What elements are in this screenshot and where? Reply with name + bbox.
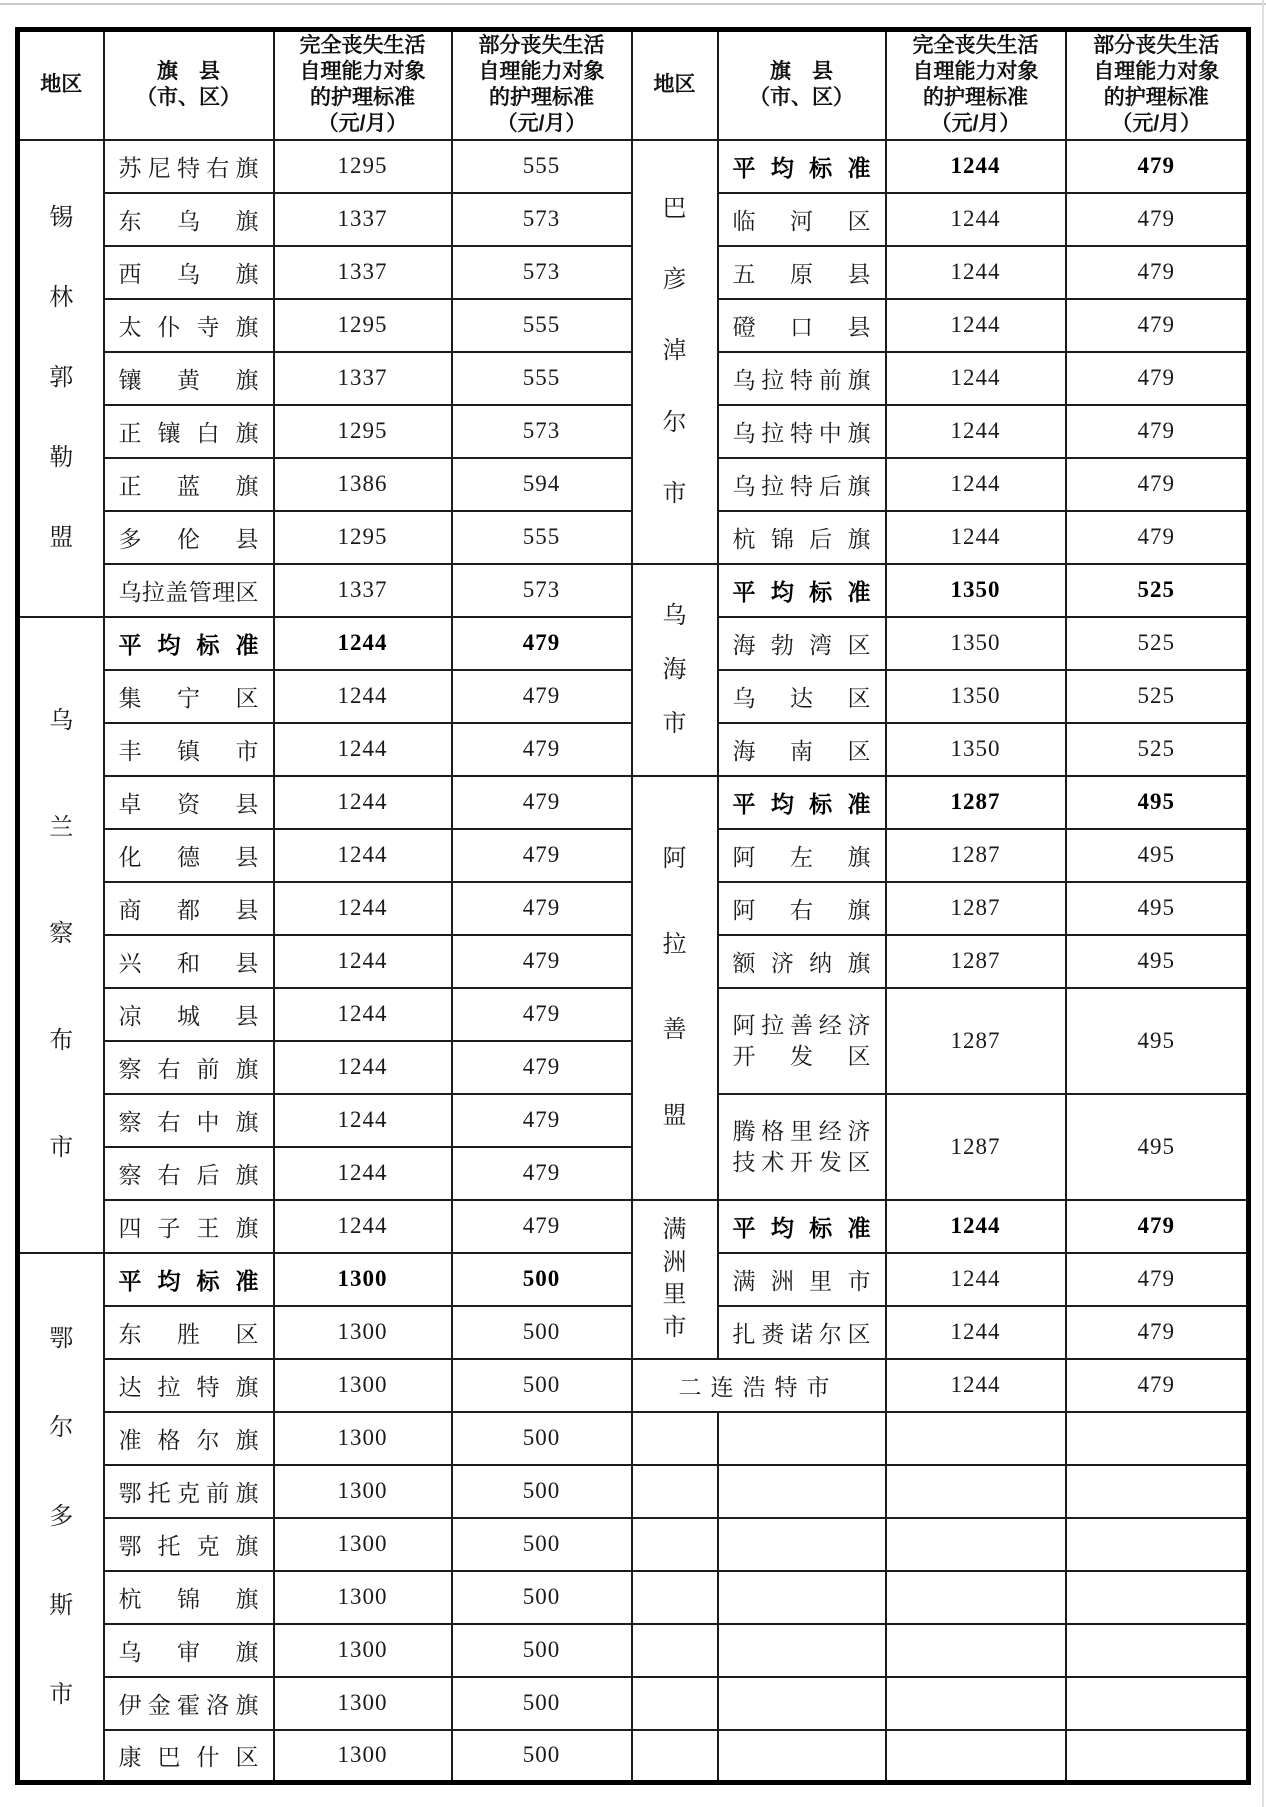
partial-care-cell: 479 (1066, 1359, 1249, 1412)
table-row (18, 1730, 1249, 1783)
empty-full-care-cell (886, 1571, 1066, 1624)
full-care-cell: 1244 (274, 935, 452, 988)
region-vertical-label: 巴 彦 淖 尔 市 (662, 195, 687, 508)
county-cell: 平均标准 (718, 140, 886, 193)
table-row (18, 1677, 1249, 1730)
full-care-cell: 1244 (886, 352, 1066, 405)
county-cell: 鄂托克旗 (104, 1518, 274, 1571)
region-vertical-label: 鄂 尔 多 斯 市 (49, 1325, 74, 1708)
county-cell: 磴口县 (718, 299, 886, 352)
county-name-line: 开发区 (732, 1043, 871, 1069)
partial-care-cell: 479 (1066, 352, 1249, 405)
region-header-left: 地区 (18, 30, 104, 140)
county-cell: 满洲里市 (718, 1253, 886, 1306)
header-row (18, 30, 1249, 140)
full-care-cell: 1244 (274, 1041, 452, 1094)
county-cell: 察右中旗 (104, 1094, 274, 1147)
full-care-cell: 1350 (886, 723, 1066, 776)
partial-care-cell: 555 (452, 140, 632, 193)
partial-care-cell: 495 (1066, 776, 1249, 829)
partial-care-cell: 479 (1066, 1200, 1249, 1253)
partial-care-cell: 479 (452, 829, 632, 882)
partial-care-cell: 495 (1066, 882, 1249, 935)
region-vertical-label: 乌 海 市 (662, 602, 687, 737)
empty-partial-care-cell (1066, 1465, 1249, 1518)
empty-county-cell (718, 1518, 886, 1571)
partial-care-cell: 555 (452, 511, 632, 564)
full-care-cell: 1287 (886, 882, 1066, 935)
partial-care-header-right: 部分丧失生活 自理能力对象 的护理标准 （元/月） (1066, 30, 1249, 140)
full-care-cell: 1350 (886, 564, 1066, 617)
county-cell: 鄂托克前旗 (104, 1465, 274, 1518)
county-header-left (104, 30, 274, 140)
care-standards-table (15, 27, 1251, 1785)
full-care-header-right: 完全丧失生活 自理能力对象 的护理标准 （元/月） (886, 30, 1066, 140)
county-cell: 平均标准 (104, 617, 274, 670)
region-cell (18, 140, 104, 617)
county-name-line: 腾格里经济 (732, 1118, 871, 1144)
county-cell: 杭锦后旗 (718, 511, 886, 564)
county-cell: 康巴什区 (104, 1730, 274, 1783)
partial-care-cell: 594 (452, 458, 632, 511)
partial-care-cell: 555 (452, 352, 632, 405)
partial-care-cell: 479 (1066, 511, 1249, 564)
empty-county-cell (718, 1571, 886, 1624)
full-care-cell: 1244 (274, 723, 452, 776)
county-cell: 杭锦旗 (104, 1571, 274, 1624)
region-cell (18, 1253, 104, 1783)
empty-full-care-cell (886, 1518, 1066, 1571)
partial-care-cell: 500 (452, 1465, 632, 1518)
full-care-cell: 1244 (886, 405, 1066, 458)
partial-care-cell: 479 (452, 1041, 632, 1094)
full-care-cell: 1300 (274, 1677, 452, 1730)
empty-county-cell (718, 1465, 886, 1518)
full-care-cell: 1244 (274, 776, 452, 829)
partial-care-cell: 479 (452, 670, 632, 723)
county-cell: 平均标准 (718, 1200, 886, 1253)
partial-care-cell: 495 (1066, 1094, 1249, 1200)
county-cell: 伊金霍洛旗 (104, 1677, 274, 1730)
empty-region-cell (632, 1677, 718, 1730)
county-cell: 准格尔旗 (104, 1412, 274, 1465)
empty-full-care-cell (886, 1465, 1066, 1518)
county-header-line2: （市、区） (749, 86, 854, 110)
empty-partial-care-cell (1066, 1677, 1249, 1730)
full-care-cell: 1300 (274, 1359, 452, 1412)
full-care-cell: 1244 (274, 1094, 452, 1147)
full-care-cell: 1300 (274, 1518, 452, 1571)
county-cell: 乌达区 (718, 670, 886, 723)
full-care-cell: 1295 (274, 140, 452, 193)
county-cell: 兴和县 (104, 935, 274, 988)
full-care-cell: 1244 (886, 140, 1066, 193)
empty-county-cell (718, 1624, 886, 1677)
empty-full-care-cell (886, 1412, 1066, 1465)
partial-care-cell: 479 (1066, 405, 1249, 458)
region-vertical-label: 锡 林 郭 勒 盟 (49, 204, 74, 552)
region-cell (632, 776, 718, 1200)
county-cell: 西乌旗 (104, 246, 274, 299)
full-care-cell: 1244 (886, 246, 1066, 299)
full-care-cell: 1287 (886, 776, 1066, 829)
county-cell: 阿右旗 (718, 882, 886, 935)
full-care-cell: 1287 (886, 935, 1066, 988)
full-care-cell: 1244 (274, 670, 452, 723)
county-cell: 乌拉特前旗 (718, 352, 886, 405)
county-cell: 乌拉特中旗 (718, 405, 886, 458)
county-cell: 凉城县 (104, 988, 274, 1041)
table-row (18, 1571, 1249, 1624)
county-cell: 太仆寺旗 (104, 299, 274, 352)
full-care-cell: 1350 (886, 617, 1066, 670)
partial-care-cell: 479 (452, 617, 632, 670)
full-care-cell: 1244 (886, 1200, 1066, 1253)
county-cell: 东乌旗 (104, 193, 274, 246)
full-care-cell: 1287 (886, 988, 1066, 1094)
full-care-cell: 1244 (886, 193, 1066, 246)
full-care-cell: 1244 (886, 511, 1066, 564)
empty-region-cell (632, 1571, 718, 1624)
county-cell: 丰镇市 (104, 723, 274, 776)
region-cell (18, 617, 104, 1253)
partial-care-cell: 479 (1066, 246, 1249, 299)
full-care-cell: 1337 (274, 564, 452, 617)
county-cell: 察右前旗 (104, 1041, 274, 1094)
county-cell: 额济纳旗 (718, 935, 886, 988)
empty-region-cell (632, 1624, 718, 1677)
table-row (18, 1518, 1249, 1571)
county-cell: 东胜区 (104, 1306, 274, 1359)
scan-artifact-right-line (1262, 0, 1264, 1807)
table-header (18, 30, 1249, 140)
county-cell: 商都县 (104, 882, 274, 935)
partial-care-cell: 573 (452, 193, 632, 246)
full-care-cell: 1300 (274, 1624, 452, 1677)
region-vertical-label: 阿 拉 善 盟 (662, 846, 687, 1129)
partial-care-cell: 573 (452, 564, 632, 617)
city-merged-cell: 二连浩特市 (632, 1359, 886, 1412)
partial-care-cell: 525 (1066, 617, 1249, 670)
full-care-cell: 1350 (886, 670, 1066, 723)
table-row (18, 140, 1249, 193)
region-cell (632, 564, 718, 776)
partial-care-cell: 495 (1066, 988, 1249, 1094)
partial-care-cell: 479 (452, 1200, 632, 1253)
partial-care-cell: 525 (1066, 564, 1249, 617)
partial-care-cell: 479 (452, 882, 632, 935)
empty-region-cell (632, 1412, 718, 1465)
partial-care-cell: 500 (452, 1518, 632, 1571)
empty-partial-care-cell (1066, 1518, 1249, 1571)
table-row (18, 776, 1249, 829)
full-care-cell: 1295 (274, 405, 452, 458)
full-care-cell: 1300 (274, 1253, 452, 1306)
full-care-cell: 1295 (274, 299, 452, 352)
empty-county-cell (718, 1677, 886, 1730)
partial-care-cell: 500 (452, 1306, 632, 1359)
county-cell: 海南区 (718, 723, 886, 776)
partial-care-cell: 479 (452, 1147, 632, 1200)
region-cell (632, 1200, 718, 1359)
empty-region-cell (632, 1465, 718, 1518)
full-care-cell: 1244 (274, 829, 452, 882)
county-cell: 乌审旗 (104, 1624, 274, 1677)
partial-care-cell: 500 (452, 1571, 632, 1624)
partial-care-cell: 500 (452, 1624, 632, 1677)
county-name-line: 阿拉善经济 (732, 1012, 871, 1038)
county-cell: 察右后旗 (104, 1147, 274, 1200)
full-care-cell: 1337 (274, 352, 452, 405)
county-cell: 集宁区 (104, 670, 274, 723)
county-header-right (718, 30, 886, 140)
partial-care-cell: 500 (452, 1730, 632, 1783)
partial-care-cell: 500 (452, 1253, 632, 1306)
county-cell: 海勃湾区 (718, 617, 886, 670)
table-row (18, 1624, 1249, 1677)
county-cell: 阿左旗 (718, 829, 886, 882)
empty-county-cell (718, 1412, 886, 1465)
county-cell: 镶黄旗 (104, 352, 274, 405)
full-care-cell: 1287 (886, 829, 1066, 882)
county-cell (718, 1094, 886, 1200)
full-care-cell: 1244 (274, 1200, 452, 1253)
full-care-cell: 1300 (274, 1306, 452, 1359)
empty-full-care-cell (886, 1677, 1066, 1730)
partial-care-cell: 495 (1066, 935, 1249, 988)
county-cell: 卓资县 (104, 776, 274, 829)
full-care-cell: 1300 (274, 1571, 452, 1624)
empty-partial-care-cell (1066, 1730, 1249, 1783)
county-header-line2: （市、区） (136, 86, 241, 110)
full-care-cell: 1244 (886, 1253, 1066, 1306)
partial-care-cell: 479 (452, 1094, 632, 1147)
partial-care-cell: 479 (452, 988, 632, 1041)
empty-partial-care-cell (1066, 1412, 1249, 1465)
county-name-line: 技术开发区 (732, 1149, 871, 1175)
full-care-cell: 1337 (274, 246, 452, 299)
region-cell (632, 140, 718, 564)
table-row (18, 1359, 1249, 1412)
partial-care-cell: 479 (1066, 299, 1249, 352)
county-cell: 四子王旗 (104, 1200, 274, 1253)
partial-care-cell: 495 (1066, 829, 1249, 882)
partial-care-cell: 525 (1066, 670, 1249, 723)
full-care-cell: 1244 (886, 299, 1066, 352)
empty-county-cell (718, 1730, 886, 1783)
empty-full-care-cell (886, 1730, 1066, 1783)
empty-full-care-cell (886, 1624, 1066, 1677)
full-care-cell: 1244 (274, 1147, 452, 1200)
county-cell: 平均标准 (718, 776, 886, 829)
full-care-cell: 1386 (274, 458, 452, 511)
county-cell: 平均标准 (718, 564, 886, 617)
county-cell: 临河区 (718, 193, 886, 246)
full-care-cell: 1300 (274, 1730, 452, 1783)
county-cell (718, 988, 886, 1094)
partial-care-cell: 573 (452, 246, 632, 299)
table-row (18, 1200, 1249, 1253)
table-body (18, 140, 1249, 1783)
partial-care-header-left: 部分丧失生活 自理能力对象 的护理标准 （元/月） (452, 30, 632, 140)
county-header-line1: 旗 县 (157, 60, 220, 84)
full-care-cell: 1300 (274, 1465, 452, 1518)
partial-care-cell: 479 (452, 723, 632, 776)
full-care-header-left: 完全丧失生活 自理能力对象 的护理标准 （元/月） (274, 30, 452, 140)
county-cell: 五原县 (718, 246, 886, 299)
full-care-cell: 1244 (274, 617, 452, 670)
county-cell: 化德县 (104, 829, 274, 882)
county-cell: 扎赉诺尔区 (718, 1306, 886, 1359)
county-cell: 正镶白旗 (104, 405, 274, 458)
county-cell: 乌拉特后旗 (718, 458, 886, 511)
table-row (18, 564, 1249, 617)
partial-care-cell: 479 (1066, 1306, 1249, 1359)
region-header-right: 地区 (632, 30, 718, 140)
county-header-line1: 旗 县 (770, 60, 833, 84)
partial-care-cell: 500 (452, 1412, 632, 1465)
partial-care-cell: 479 (452, 935, 632, 988)
partial-care-cell: 525 (1066, 723, 1249, 776)
table-row (18, 1465, 1249, 1518)
empty-partial-care-cell (1066, 1624, 1249, 1677)
partial-care-cell: 479 (452, 776, 632, 829)
county-cell: 多伦县 (104, 511, 274, 564)
empty-partial-care-cell (1066, 1571, 1249, 1624)
full-care-cell: 1244 (886, 458, 1066, 511)
full-care-cell: 1287 (886, 1094, 1066, 1200)
empty-region-cell (632, 1518, 718, 1571)
full-care-cell: 1337 (274, 193, 452, 246)
county-cell: 正蓝旗 (104, 458, 274, 511)
partial-care-cell: 500 (452, 1677, 632, 1730)
full-care-cell: 1244 (274, 882, 452, 935)
full-care-cell: 1244 (274, 988, 452, 1041)
full-care-cell: 1300 (274, 1412, 452, 1465)
county-cell: 乌拉盖管理区 (104, 564, 274, 617)
full-care-cell: 1244 (886, 1306, 1066, 1359)
partial-care-cell: 479 (1066, 193, 1249, 246)
scan-artifact-top-line (0, 3, 1266, 5)
partial-care-cell: 573 (452, 405, 632, 458)
full-care-cell: 1295 (274, 511, 452, 564)
county-cell: 平均标准 (104, 1253, 274, 1306)
full-care-cell: 1244 (886, 1359, 1066, 1412)
partial-care-cell: 500 (452, 1359, 632, 1412)
table-row (18, 1412, 1249, 1465)
partial-care-cell: 479 (1066, 140, 1249, 193)
empty-region-cell (632, 1730, 718, 1783)
region-vertical-label: 满 洲 里 市 (662, 1217, 687, 1341)
partial-care-cell: 555 (452, 299, 632, 352)
partial-care-cell: 479 (1066, 458, 1249, 511)
county-cell: 达拉特旗 (104, 1359, 274, 1412)
partial-care-cell: 479 (1066, 1253, 1249, 1306)
region-vertical-label: 乌 兰 察 布 市 (49, 708, 74, 1161)
county-cell: 苏尼特右旗 (104, 140, 274, 193)
